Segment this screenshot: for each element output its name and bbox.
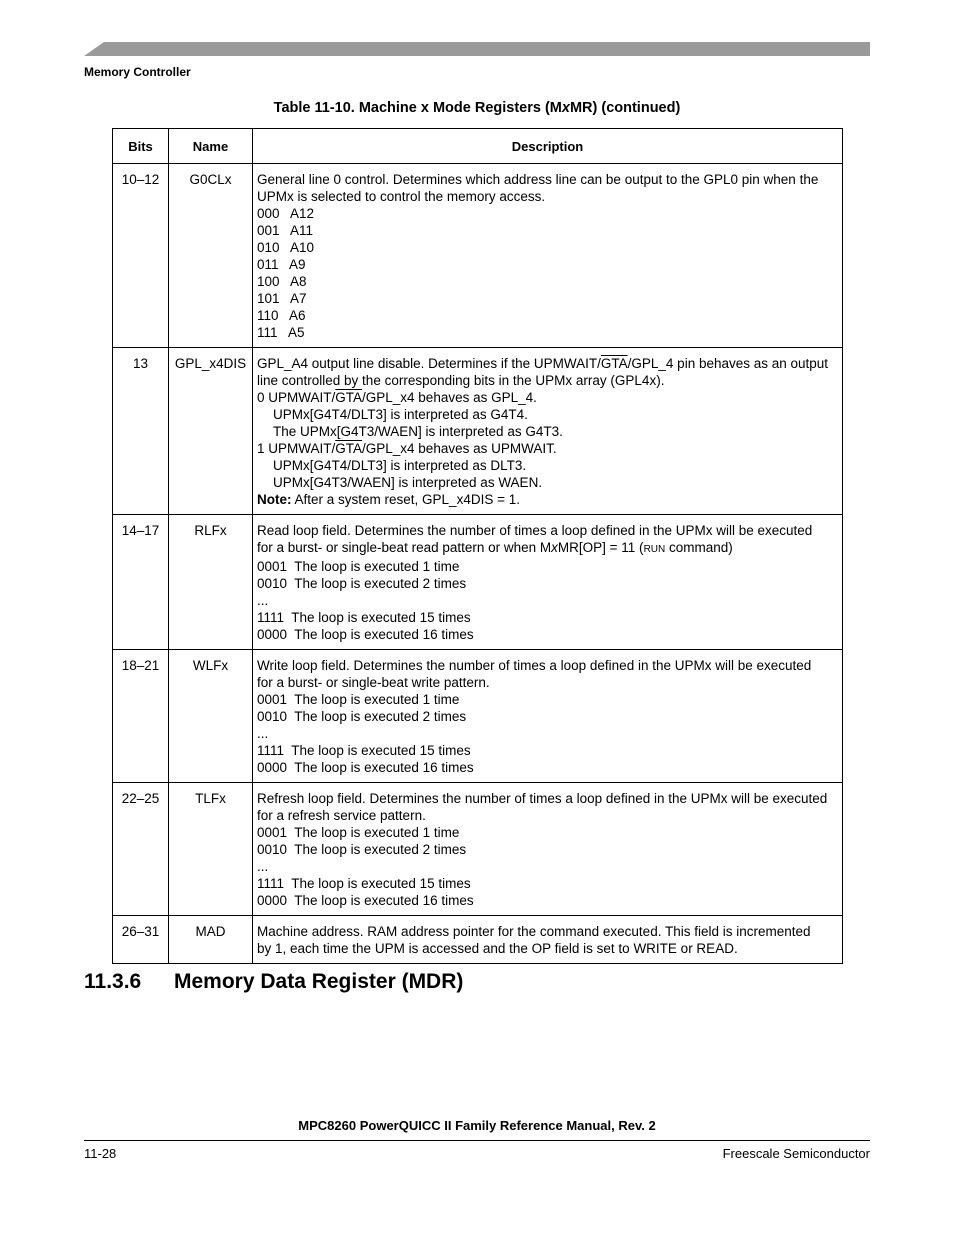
name-cell: WLFx — [169, 650, 253, 783]
bits-cell: 14–17 — [113, 515, 169, 650]
table-row — [113, 515, 843, 650]
column-header-name: Name — [169, 129, 253, 164]
table-row — [113, 783, 843, 916]
footer-divider — [84, 1140, 870, 1141]
description-cell: GPL_A4 output line disable. Determines if the UPMWAIT/$\overline{GTA}/GPL\_4$ pin behaves as an output line controlled by the corresponding bits in the UPMx array (GPL4x). 0 UPMWAIT/$\overline{GTA}/GPL\_x4$ behaves as GPL_4. UPMx[G4T4/DLT3] is interpreted as G4T4. The UPMx[G4T3/WAEN] is interpreted as G4T3. 1 UPMWAIT/$\overline{GTA}/GPL\_x4$ behaves as UPMWAIT. UPMx[G4T4/DLT3] is interpreted as DLT3. UPMx[G4T3/WAEN] is interpreted as WAEN. Note: After a system reset, GPL_x4DIS = 1. — [253, 348, 843, 515]
name-cell: G0CLx — [169, 164, 253, 348]
section-heading — [84, 970, 463, 994]
name-cell: RLFx — [169, 515, 253, 650]
note: Note: After a system reset, GPL_x4DIS = 1. — [257, 492, 520, 507]
footer-company: Freescale Semiconductor — [722, 1146, 870, 1161]
section-title: Memory Data Register (MDR) — [174, 970, 464, 993]
footer-manual-title: MPC8260 PowerQUICC II Family Reference Manual, Rev. 2 — [298, 1118, 656, 1133]
table-row — [113, 650, 843, 783]
bits-cell: 26–31 — [113, 916, 169, 964]
description-cell: Read loop field. Determines the number of times a loop defined in the UPMx will be executed for a burst- or single-beat read pattern or when MxMR[OP] = 11 (RUN command) 0001 The loop is executed 1 time 0010 The loop is executed 2 times ... 1111 The loop is executed 15 times 0000 The loop is executed 16 times — [253, 515, 843, 650]
table-row — [113, 916, 843, 964]
description-cell: General line 0 control. Determines which address line can be output to the GPL0 pin when the UPMx is selected to control the memory access. 000 A12 001 A11 010 A10 011 A9 100 A8 101 A7 110 A6 111 A5 — [253, 164, 843, 348]
bits-cell: 18–21 — [113, 650, 169, 783]
running-head: Memory Controller — [84, 65, 191, 79]
name-cell: TLFx — [169, 783, 253, 916]
header-bar — [84, 42, 870, 56]
name-cell: MAD — [169, 916, 253, 964]
bits-cell: 22–25 — [113, 783, 169, 916]
table-title: Table 11-10. Machine x Mode Registers (MxMR) (continued) — [273, 100, 681, 116]
description-cell: Machine address. RAM address pointer for the command executed. This field is incremented by 1, each time the UPM is accessed and the OP field is set to WRITE or READ. — [253, 916, 843, 964]
section-number: 11.3.6 — [84, 970, 142, 993]
table-row — [113, 348, 843, 515]
table-row — [113, 164, 843, 348]
register-table — [112, 128, 843, 964]
description-cell: Refresh loop field. Determines the number of times a loop defined in the UPMx will be executed for a refresh service pattern. 0001 The loop is executed 1 time 0010 The loop is executed 2 times ... 1111 The loop is executed 15 times 0000 The loop is executed 16 times — [253, 783, 843, 916]
column-header-description: Description — [253, 129, 843, 164]
bits-cell: 10–12 — [113, 164, 169, 348]
table-header-row — [113, 129, 843, 164]
bits-cell: 13 — [113, 348, 169, 515]
description-cell: Write loop field. Determines the number of times a loop defined in the UPMx will be executed for a burst- or single-beat write pattern. 0001 The loop is executed 1 time 0010 The loop is executed 2 times ... 1111 The loop is executed 15 times 0000 The loop is executed 16 times — [253, 650, 843, 783]
column-header-bits: Bits — [113, 129, 169, 164]
page-number: 11-28 — [84, 1146, 117, 1161]
name-cell: GPL_x4DIS — [169, 348, 253, 515]
